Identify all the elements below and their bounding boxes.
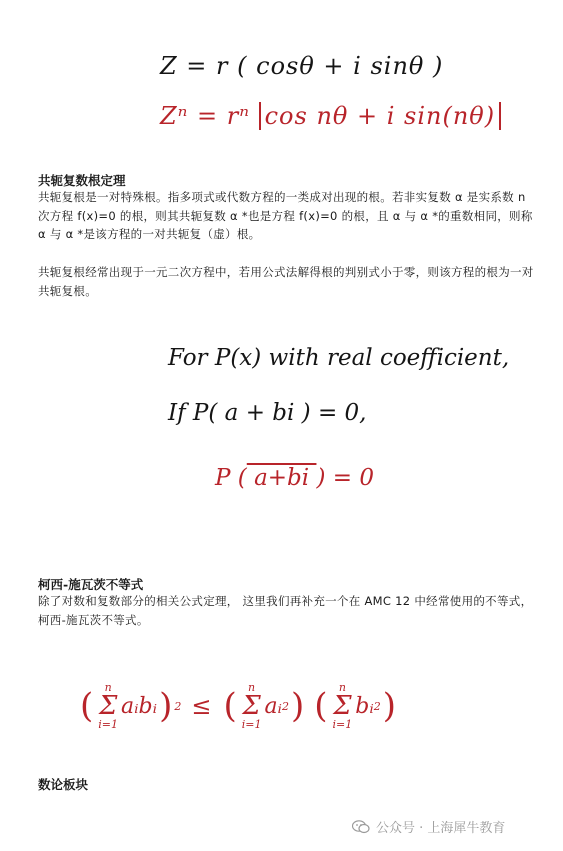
sum-lower: i=1 xyxy=(98,718,118,731)
cauchy-schwarz-inequality xyxy=(78,676,398,736)
leq-symbol: ≤ xyxy=(191,692,212,720)
sum-symbol-left xyxy=(98,682,118,730)
sum-lower: i=1 xyxy=(241,718,262,731)
sum-upper: n xyxy=(248,681,256,694)
paragraph-cauchy-schwarz-intro: 除了对数和复数部分的相关公式定理， 这里我们再补充一个在 AMC 12 中经常使用的不等式，柯西-施瓦茨不等式。 xyxy=(38,594,533,627)
demoivre-bracket: cos nθ + i sin(nθ) xyxy=(259,102,502,130)
right-paren: ) xyxy=(159,686,173,726)
conj-prefix: P ( xyxy=(215,465,247,491)
conj-overlined: a+bi xyxy=(246,465,317,491)
section-heading-cauchy-schwarz: 柯西-施瓦茨不等式 xyxy=(38,577,144,592)
term-a: aᵢ xyxy=(264,693,282,719)
watermark xyxy=(352,817,505,836)
right-paren-b: ) xyxy=(382,686,397,726)
left-paren: ( xyxy=(80,686,94,726)
handwritten-line-root-condition: If P( a + bi ) = 0, xyxy=(168,400,367,426)
wechat-icon xyxy=(352,820,370,834)
power-left: 2 xyxy=(174,699,182,713)
section-heading-number-theory: 数论板块 xyxy=(38,777,89,792)
sigma: Σ xyxy=(242,691,261,721)
left-paren-a: ( xyxy=(223,686,237,726)
paragraph-conjugate-roots-definition: 共轭复根是一对特殊根。指多项式或代数方程的一类成对出现的根。若非实复数 α 是实系数 n 次方程 f(x)=0 的根，则其共轭复数 α *也是方程 f(x)=0 的根，且 α 与 α *的重数相同，则称 α 与 α *是该方程的一对共轭复（虚）根。 xyxy=(38,190,533,241)
conj-suffix: ) = 0 xyxy=(316,465,374,491)
section-heading-conjugate-roots: 共轭复数根定理 xyxy=(38,173,126,188)
sum-symbol-a xyxy=(242,682,262,730)
demoivre-left: Zⁿ = rⁿ xyxy=(160,102,259,130)
term-b: bᵢ xyxy=(355,693,374,719)
polar-form-equation: Z = r ( cosθ + i sinθ ) xyxy=(160,52,444,80)
sum-upper: n xyxy=(338,681,346,694)
paragraph-conjugate-roots-quadratic: 共轭复根经常出现于一元二次方程中，若用公式法解得根的判别式小于零，则该方程的根为一对共轭复根。 xyxy=(38,265,534,298)
handwritten-line-real-coefficient: For P(x) with real coefficient, xyxy=(168,345,510,371)
sum-lower: i=1 xyxy=(332,718,353,731)
demoivre-equation xyxy=(160,102,501,130)
right-paren-a: ) xyxy=(290,686,305,726)
sigma: Σ xyxy=(98,691,118,721)
power-b: 2 xyxy=(373,699,381,713)
sigma: Σ xyxy=(333,691,352,721)
sum-symbol-b xyxy=(333,682,353,730)
term-ab: aᵢbᵢ xyxy=(121,693,158,719)
sum-upper: n xyxy=(104,681,112,694)
power-a: 2 xyxy=(281,699,289,713)
watermark-text: 公众号 · 上海犀牛教育 xyxy=(376,821,506,836)
left-paren-b: ( xyxy=(314,686,328,726)
handwritten-line-conjugate-root xyxy=(215,465,374,491)
